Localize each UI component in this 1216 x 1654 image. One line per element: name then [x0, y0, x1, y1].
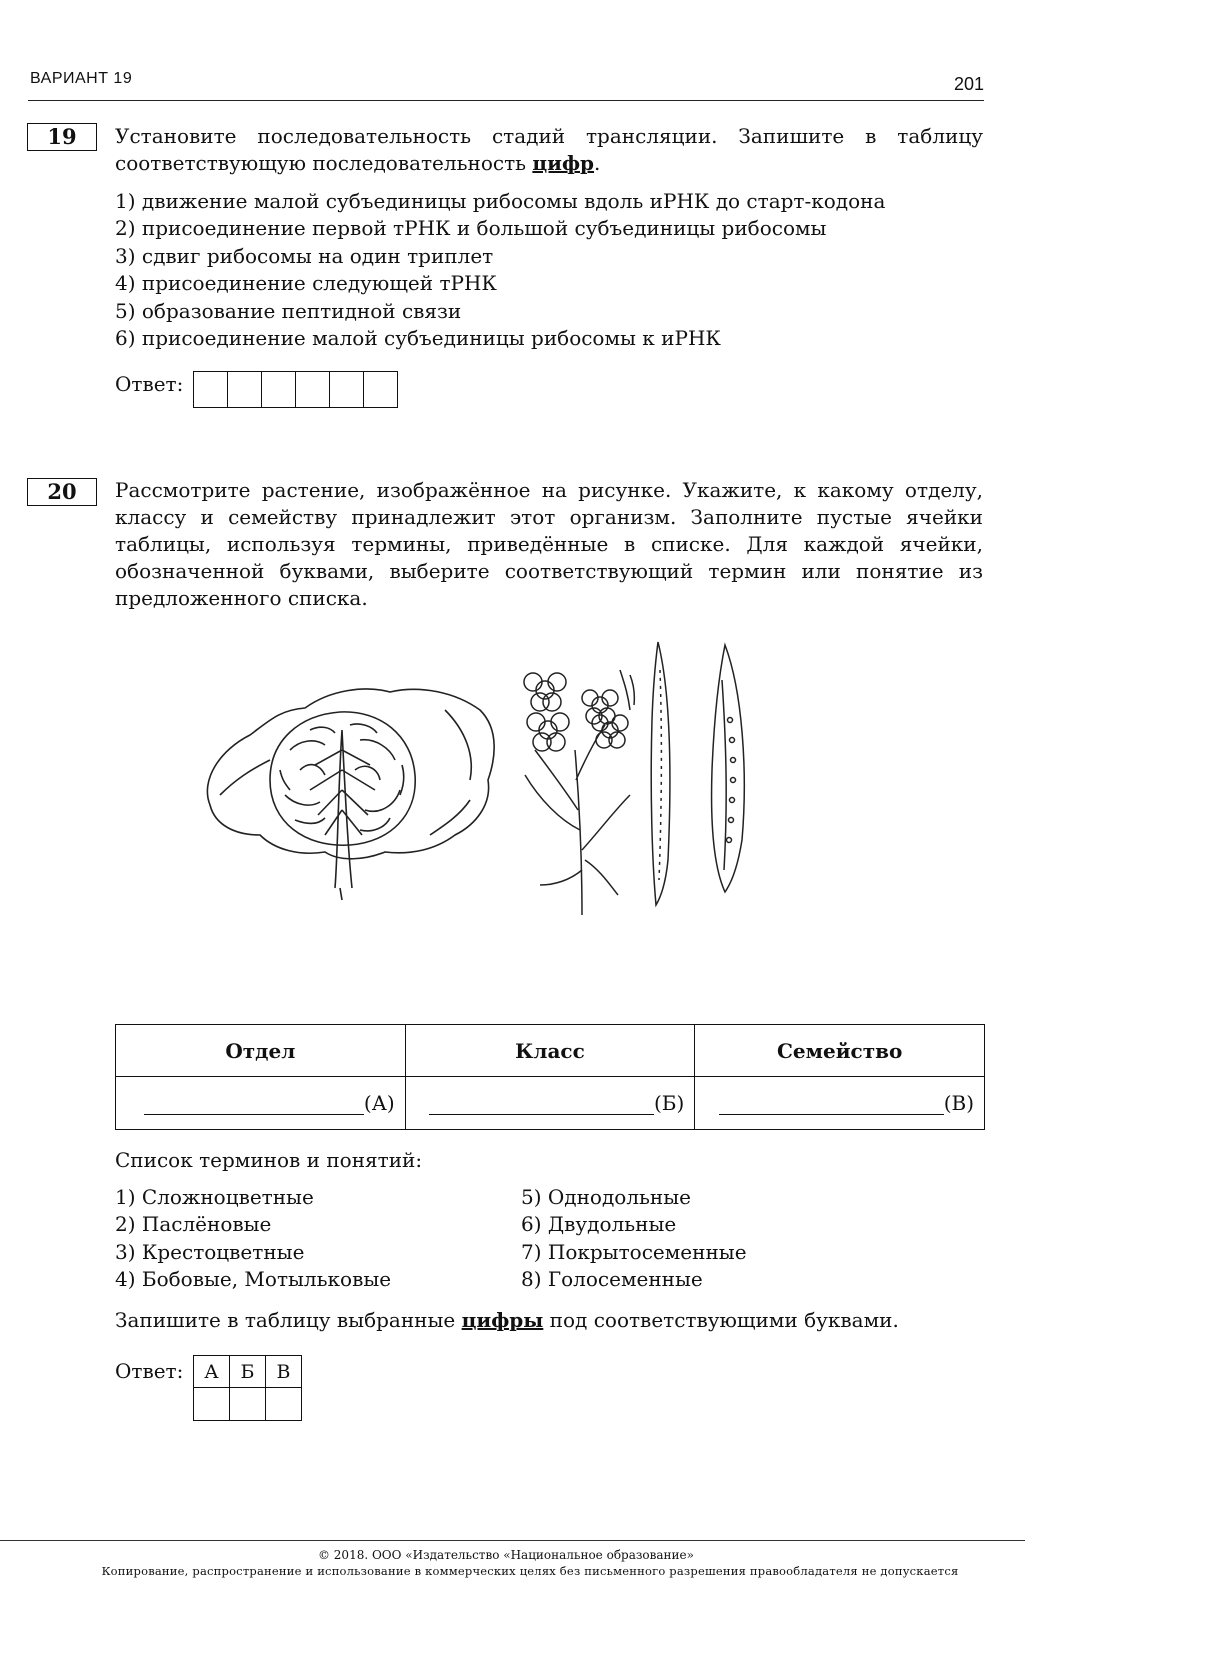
question-20-number: 20 — [27, 478, 97, 506]
open-pod-drawing — [712, 645, 745, 892]
instruction-emphasis: цифры — [461, 1308, 544, 1332]
cabbage-cross-section-drawing — [207, 689, 494, 900]
answer-cell[interactable] — [364, 372, 398, 408]
option-3: 3) сдвиг рибосомы на один триплет — [115, 243, 494, 268]
term-3: 3) Крестоцветные — [115, 1239, 305, 1264]
footer-notice: Копирование, распространение и использование в коммерческих целях без письменного разрешения правообладателя не допускается — [101, 1564, 959, 1578]
plant-illustration — [190, 630, 770, 930]
blank-line — [144, 1094, 364, 1115]
answer-cell[interactable] — [194, 372, 228, 408]
column-header-class: Класс — [405, 1025, 695, 1077]
term-4: 4) Бобовые, Мотыльковые — [115, 1267, 392, 1292]
instruction-part2: под соответствующими буквами. — [543, 1308, 899, 1332]
answer-cell[interactable] — [228, 372, 262, 408]
question-19-text — [115, 123, 983, 177]
answer-cell-a[interactable] — [194, 1388, 230, 1421]
answer-cell-b[interactable] — [230, 1388, 266, 1421]
terms-list-title: Список терминов и понятий: — [115, 1148, 423, 1172]
term-5: 5) Однодольные — [521, 1185, 691, 1209]
classification-table — [115, 1024, 985, 1130]
answer-cell[interactable] — [296, 372, 330, 408]
term-8: 8) Голосеменные — [521, 1267, 703, 1292]
column-header-division: Отдел — [116, 1025, 406, 1077]
term-7: 7) Покрытосеменные — [521, 1239, 747, 1264]
variant-header: ВАРИАНТ 19 — [30, 70, 133, 87]
option-1: 1) движение малой субъединицы рибосомы вдоль иРНК до старт-кодона — [115, 189, 886, 213]
footer-divider — [0, 1540, 1025, 1541]
seed-pod-drawing — [651, 642, 670, 905]
answer-header-b: Б — [230, 1356, 266, 1388]
terms-list-left — [115, 1184, 391, 1294]
option-5: 5) образование пептидной связи — [115, 298, 462, 323]
question-19-text-emphasis: цифр — [532, 151, 595, 175]
answer-cell[interactable] — [262, 372, 296, 408]
cell-label-b: (Б) — [654, 1091, 685, 1115]
term-1: 1) Сложноцветные — [115, 1185, 314, 1209]
question-19-options — [115, 188, 983, 352]
answer-header-v: В — [266, 1356, 302, 1388]
answer-header-a: А — [194, 1356, 230, 1388]
question-19-number: 19 — [27, 123, 97, 151]
question-19-text-part2: . — [594, 151, 601, 175]
header-divider — [28, 100, 984, 101]
cell-division[interactable] — [116, 1077, 406, 1130]
question-20-answer-label: Ответ: — [115, 1359, 184, 1383]
cell-family[interactable] — [695, 1077, 985, 1130]
option-2: 2) присоединение первой тРНК и большой субъединицы рибосомы — [115, 216, 827, 241]
terms-list-right — [521, 1184, 747, 1294]
answer-cell-v[interactable] — [266, 1388, 302, 1421]
question-20-instruction — [115, 1307, 899, 1334]
cell-label-v: (В) — [943, 1091, 974, 1115]
cell-label-a: (А) — [363, 1091, 395, 1115]
column-header-family: Семейство — [695, 1025, 985, 1077]
term-6: 6) Двудольные — [521, 1212, 677, 1237]
page-number: 201 — [953, 74, 984, 94]
question-19-answer-grid — [193, 371, 398, 408]
blank-line — [429, 1094, 654, 1115]
question-19-answer-label: Ответ: — [115, 372, 184, 396]
flowering-stem-drawing — [524, 670, 634, 915]
flower-cluster — [524, 670, 634, 751]
option-6: 6) присоединение малой субъединицы рибосомы к иРНК — [115, 326, 721, 351]
cell-class[interactable] — [405, 1077, 695, 1130]
term-2: 2) Паслёновые — [115, 1212, 272, 1237]
instruction-part1: Запишите в таблицу выбранные — [115, 1308, 462, 1332]
question-20-text: Рассмотрите растение, изображённое на рисунке. Укажите, к какому отделу, классу и семейству принадлежит этот организм. Заполните пустые ячейки таблицы, используя термины, приведённые в списке. Для каждой ячейки, обозначенной буквами, выберите соответствующий термин или понятие из предложенного списка. — [115, 478, 983, 610]
blank-line — [719, 1094, 944, 1115]
option-4: 4) присоединение следующей тРНК — [115, 271, 497, 296]
question-20-answer-grid — [193, 1355, 302, 1421]
footer-copyright: © 2018. ООО «Издательство «Национальное образование» — [317, 1548, 694, 1562]
question-19-text-part1: Установите последовательность стадий трансляции. Запишите в таблицу соответствующую последовательность — [115, 124, 983, 175]
answer-cell[interactable] — [330, 372, 364, 408]
